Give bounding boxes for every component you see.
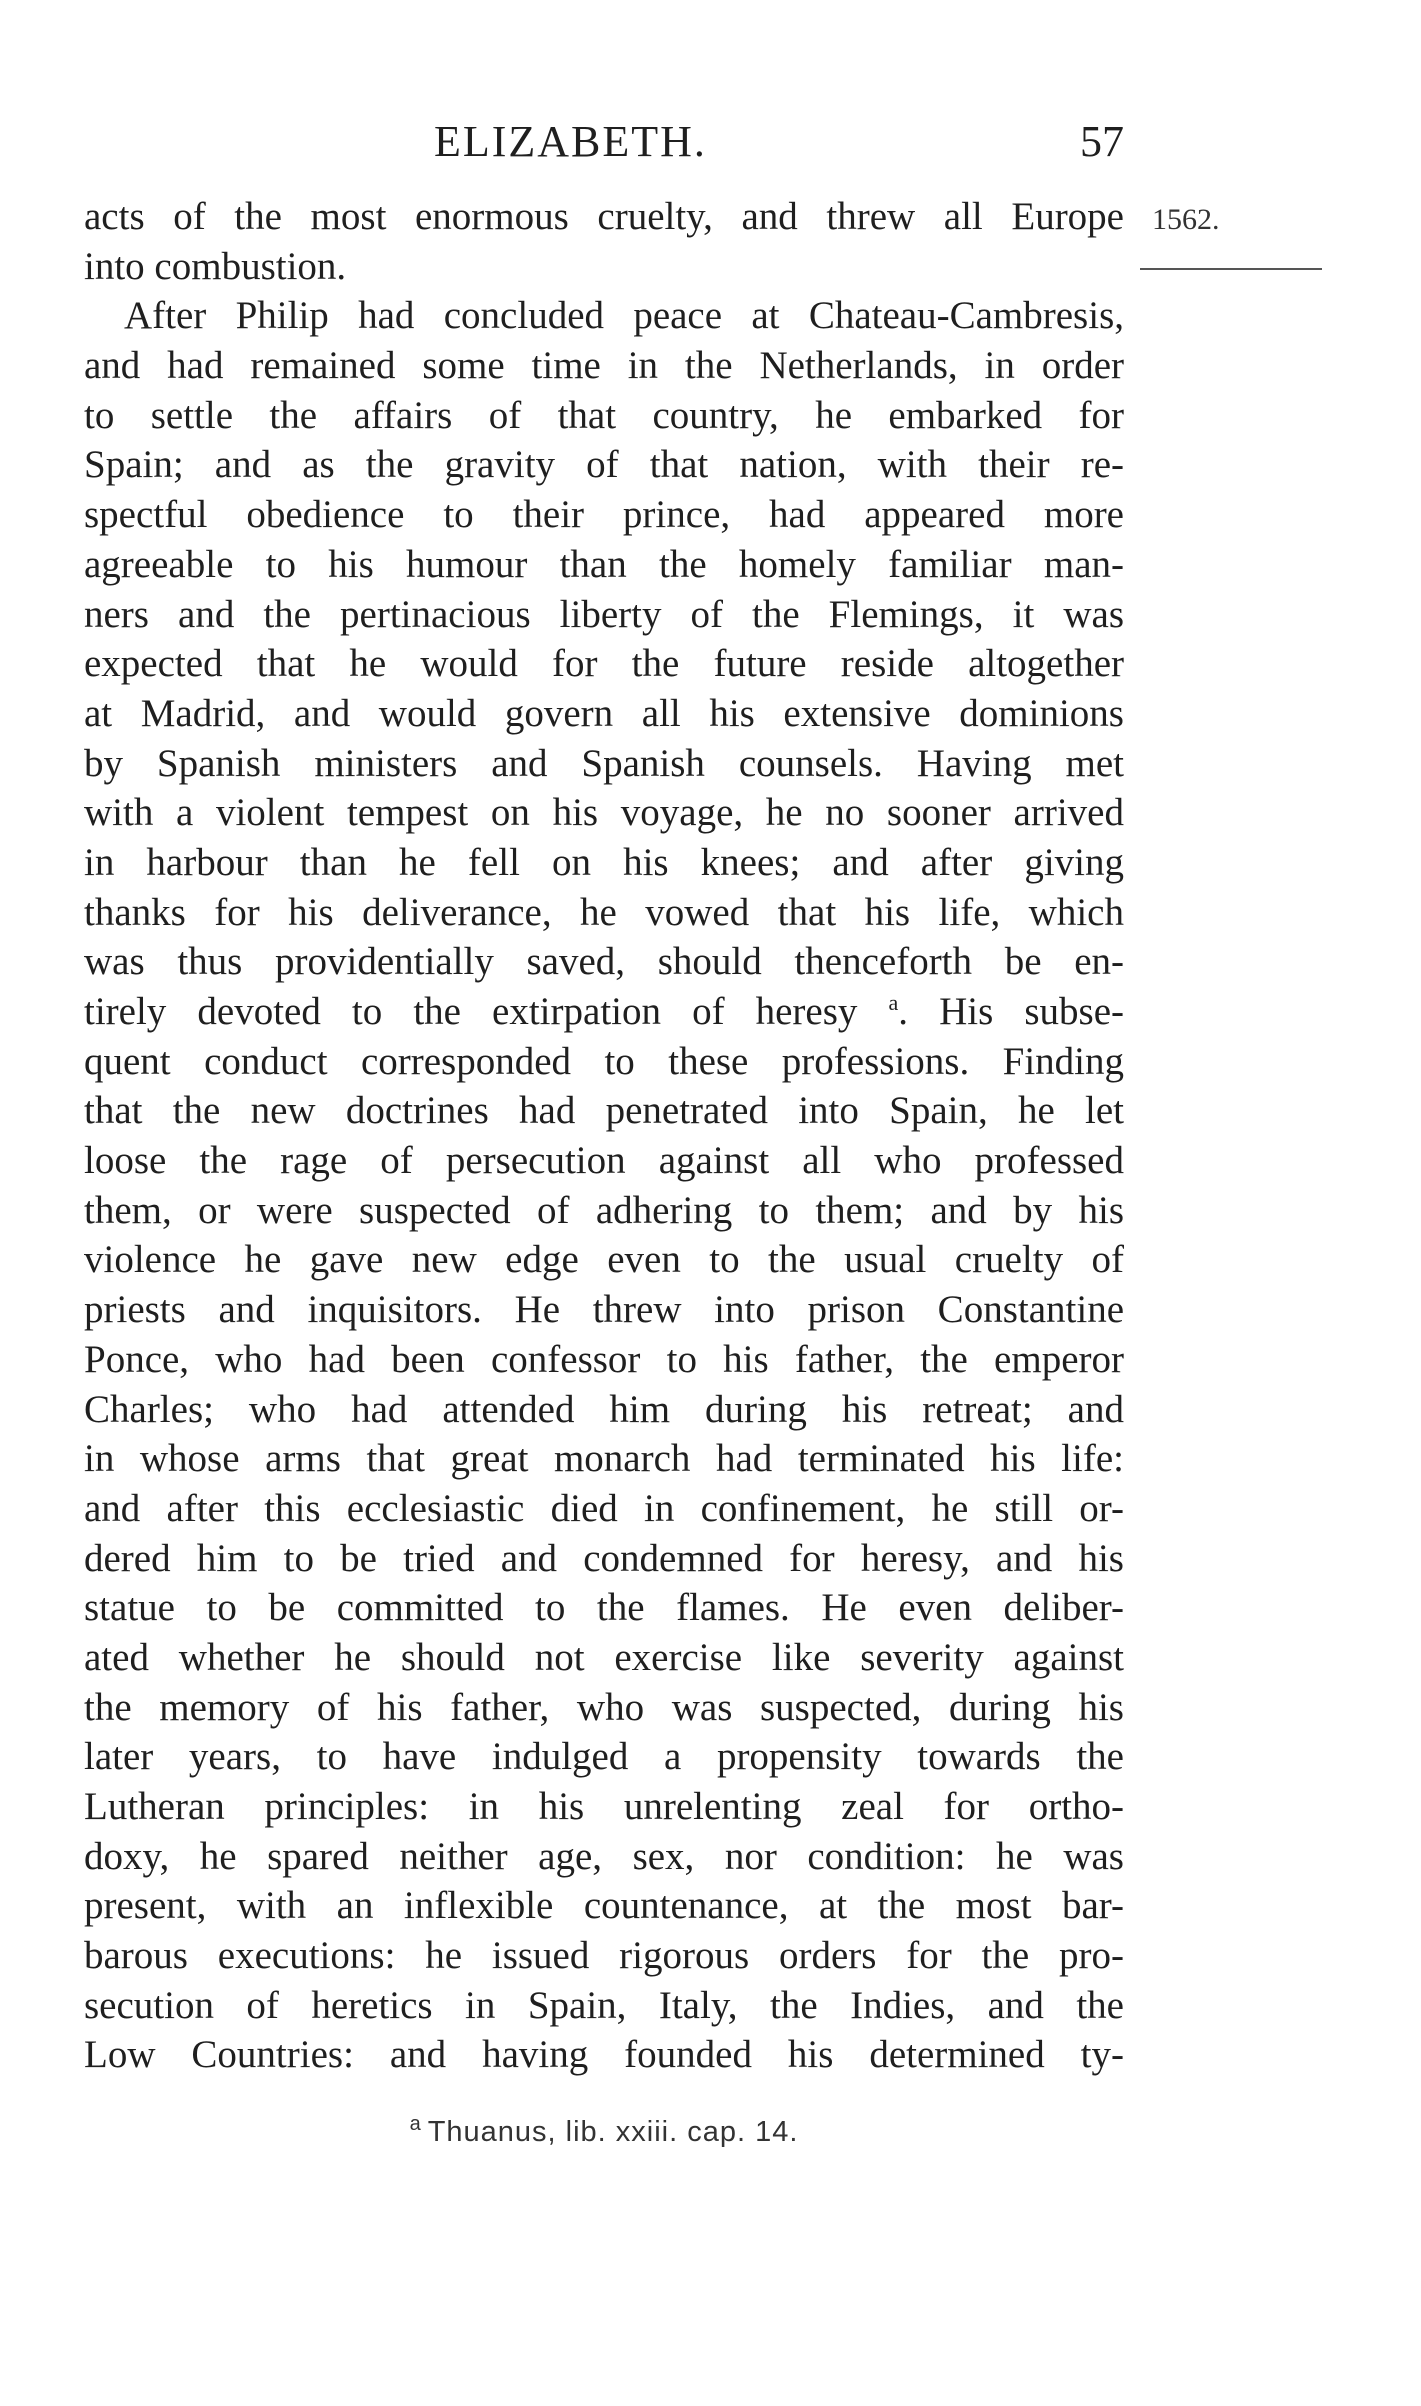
- text-line: quent conduct corresponded to these professions. Finding: [84, 1039, 1124, 1083]
- text-line: that the new doctrines had penetrated into Spain, he let: [84, 1089, 1124, 1133]
- text-line: Ponce, who had been confessor to his father, the emperor: [84, 1337, 1124, 1381]
- text-line: and after this ecclesiastic died in confinement, he still or-: [84, 1486, 1124, 1530]
- text-line: with a violent tempest on his voyage, he no sooner arrived: [84, 791, 1124, 835]
- text-line: to settle the affairs of that country, he embarked for: [84, 393, 1124, 437]
- text-line: in whose arms that great monarch had terminated his life:: [84, 1437, 1124, 1481]
- body-text: [84, 192, 1124, 2080]
- text-line: expected that he would for the future reside altogether: [84, 642, 1124, 686]
- text-line: at Madrid, and would govern all his extensive dominions: [84, 691, 1124, 735]
- footnote-reference: a: [888, 990, 899, 1015]
- text-line: barous executions: he issued rigorous orders for the pro-: [84, 1934, 1124, 1978]
- text-line: spectful obedience to their prince, had appeared more: [84, 493, 1124, 537]
- margin-rule: [1140, 268, 1322, 270]
- text-line: Low Countries: and having founded his determined ty-: [84, 2033, 1124, 2077]
- footnote-text: Thuanus, lib. xxiii. cap. 14.: [427, 2116, 799, 2148]
- running-head: [84, 112, 1124, 172]
- text-line: thanks for his deliverance, he vowed that his life, which: [84, 890, 1124, 934]
- page-number: 57: [1080, 117, 1124, 166]
- text-line: Spain; and as the gravity of that nation, with their re-: [84, 443, 1124, 487]
- text-line: violence he gave new edge even to the usual cruelty of: [84, 1238, 1124, 1282]
- text-line: them, or were suspected of adhering to them; and by his: [84, 1188, 1124, 1232]
- text-line: the memory of his father, who was suspected, during his: [84, 1685, 1124, 1729]
- text-line: agreeable to his humour than the homely familiar man-: [84, 542, 1124, 586]
- text-line: ated whether he should not exercise like severity against: [84, 1635, 1124, 1679]
- text-line: in harbour than he fell on his knees; and after giving: [84, 840, 1124, 884]
- text-line: acts of the most enormous cruelty, and threw all Europe: [84, 195, 1124, 238]
- text-line: present, with an inflexible countenance, at the most bar-: [84, 1884, 1124, 1928]
- text-line: and had remained some time in the Netherlands, in order: [84, 344, 1124, 388]
- text-line: dered him to be tried and condemned for heresy, and his: [84, 1536, 1124, 1580]
- text-line: priests and inquisitors. He threw into prison Constantine: [84, 1288, 1124, 1332]
- footnote: [84, 2110, 1124, 2154]
- line-text-tail: . His subse-: [898, 990, 1124, 1033]
- text-line: loose the rage of persecution against all who professed: [84, 1139, 1124, 1183]
- text-line: into combustion.: [84, 244, 347, 288]
- text-line: statue to be committed to the flames. He even deliber-: [84, 1586, 1124, 1630]
- line-text-head: tirely devoted to the extirpation of heresy: [84, 990, 858, 1033]
- paragraph-start-line: After Philip had concluded peace at Chateau-Cambresis,: [124, 294, 1124, 338]
- footnote-marker: a: [409, 2113, 422, 2136]
- text-line: later years, to have indulged a propensity towards the: [84, 1735, 1124, 1779]
- text-line-with-footnote: [84, 987, 1124, 1037]
- text-line: Lutheran principles: in his unrelenting zeal for ortho-: [84, 1785, 1124, 1828]
- margin-year-note: 1562.: [1152, 203, 1220, 236]
- text-line: doxy, he spared neither age, sex, nor condition: he was: [84, 1834, 1124, 1878]
- text-line: secution of heretics in Spain, Italy, the Indies, and the: [84, 1983, 1124, 2027]
- running-head-title: ELIZABETH.: [434, 117, 707, 166]
- text-line: Charles; who had attended him during his retreat; and: [84, 1387, 1124, 1431]
- text-line: ners and the pertinacious liberty of the Flemings, it was: [84, 592, 1124, 636]
- text-line: by Spanish ministers and Spanish counsels. Having met: [84, 741, 1124, 785]
- text-line: was thus providentially saved, should thenceforth be en-: [84, 940, 1124, 984]
